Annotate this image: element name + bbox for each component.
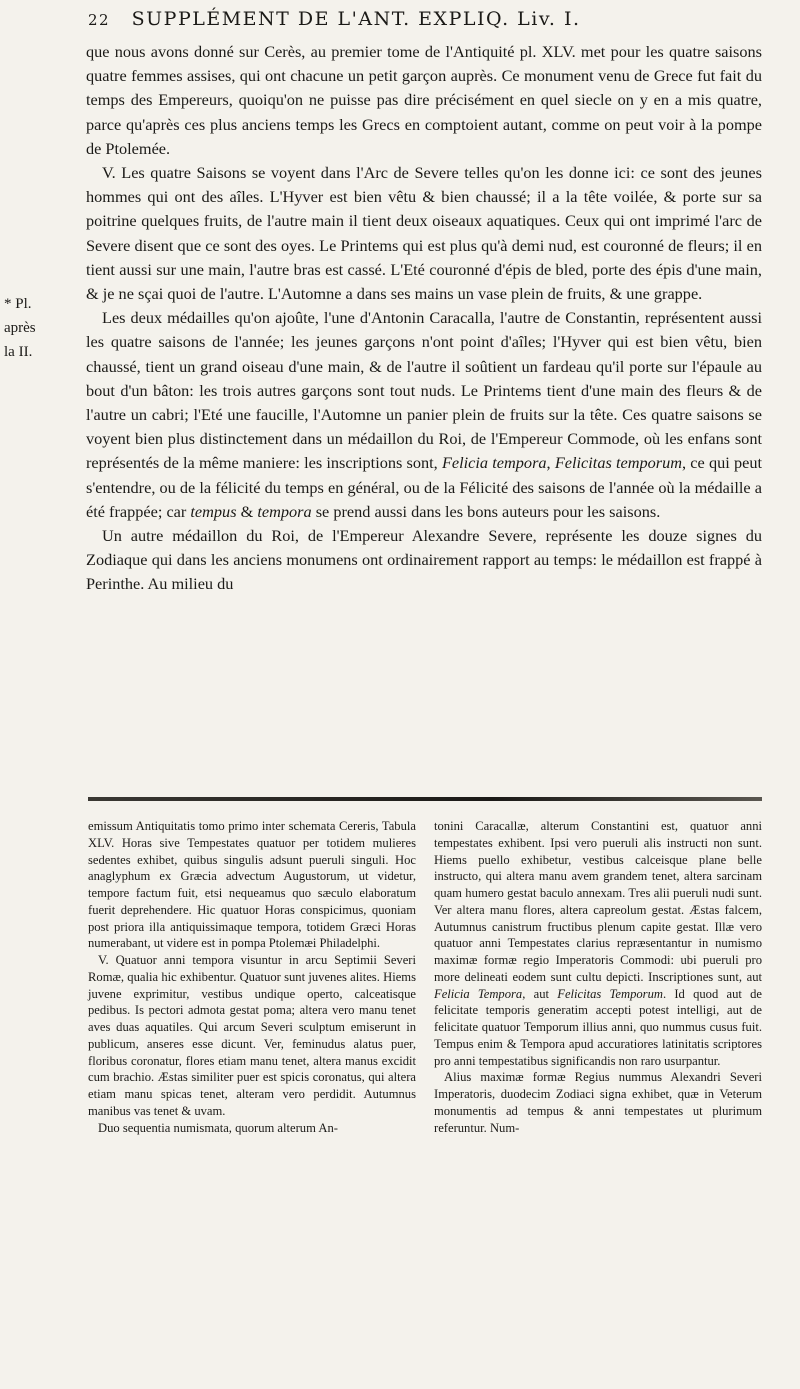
paragraph-3-italic-1: Felicia tempora — [441, 453, 547, 473]
paragraph-3-italic-2: Felicitas temporum — [554, 453, 683, 473]
paragraph-3-text-e: se prend aussi dans les bons auteurs pour les saisons. — [315, 501, 661, 521]
paragraph-3-text-a: Les deux médailles qu'on ajoûte, l'une d'Antonin Caracalla, l'autre de Constantin, représentent aussi les quatre saisons de l'année; les jeunes garçons n'ont point d'aîles; l'Hyver qui est bien vêtu, bien chaussé, tient un grand oiseau d'une main, & de l'autre il soûtient un fardeau qu'il porte sur l'épaule au bout d'un bâton: les trois autres garçons sont tout nuds. Le Printems tient d'une main des fleurs & de l'autre un cabri; l'Eté une faucille, l'Automne un panier plein de fruits sur la tête. Ces quatre saisons se voyent bien plus distinctement dans un médaillon du Roi, de l'Empereur Commode, où les enfans sont représentés de la même maniere: les inscriptions sont, — [86, 308, 762, 473]
paragraph-1: que nous avons donné sur Cerès, au premier tome de l'Antiquité pl. XLV. met pour les quatre saisons quatre femmes assises, qui ont chacune un petit garçon auprès. Ce monument venu de Grece fut fait du temps des Empereurs, quoiqu'on ne puisse pas dire précisément en quel siecle on y en a mis quatre, parce qu'après ces plus anciens temps les Grecs en comptoient autant, comme on peut voir à la pompe de Ptolemée. — [86, 42, 762, 158]
note-right-1 — [434, 818, 762, 1069]
paragraph-3-text-b: , — [546, 453, 551, 473]
note-left-2: V. Quatuor anni tempora visuntur in arcu Septimii Severi Romæ, qualia hic exhibentur. Quatuor sunt juvenes alites. Hiems juvene exprimitur, vestibus undique operto, calceatisque pedibus. Is pectori admota gestat poma; altera vero manu tenet aves duas aquatiles. Qui arcum Severi sculptum emiserunt in publicum, anseres esse dicunt. Ver, feminudus alatus puer, floribus coronatur, flores etiam manu tenet, altera manus excidit cum brachio. Æstas similiter puer est spicis coronatus, qui altera etiam manu spicas tenet, alteram vero perdidit. Autumnus manibus vas tenet & uvam. — [88, 953, 416, 1118]
note-right-2: Alius maximæ formæ Regius nummus Alexandri Severi Imperatoris, duodecim Zodiaci signa exhibet, quæ in Veterum monumentis ad tempus & anni tempestates ut plurimum referuntur. Num- — [434, 1070, 762, 1135]
paragraph-3-italic-3: tempus — [190, 501, 237, 521]
page-number: 22 — [88, 11, 111, 29]
note-right-1-italic-2: Felicitas Temporum — [557, 986, 663, 1001]
footnote-divider — [88, 797, 762, 801]
note-right-1-italic-1: Felicia Tempora — [434, 986, 523, 1001]
paragraph-4: Un autre médaillon du Roi, de l'Empereur Alexandre Severe, représente les douze signes du Zodiaque qui dans les anciens monumens ont ordinairement rapport au temps: le médaillon est frappé à Perinthe. Au milieu du — [86, 526, 762, 594]
note-right-1-text-b: , aut — [522, 986, 550, 1001]
note-right-1-text-c: . Id quod aut de felicitate temporis generatim accepti potest intelligi, aut de felicitate quatuor Temporum illius anni, quo nummus cusus fuit. Tempus enim & Tempora apud accuratiores latinitatis scriptores pro anni tempestatibus significandis non raro usurpantur. — [434, 986, 762, 1068]
paragraph-3-italic-4: tempora — [257, 501, 312, 521]
note-left-1: emissum Antiquitatis tomo primo inter schemata Cereris, Tabula XLV. Horas sive Tempestates quatuor per totidem mulieres sedentes exhibet, quibus singulis adsunt pueruli singuli. Hoc anaglyphum ex Græcia advectum Augustorum, ut videtur, tempore factum fuit, etsi nequeamus quo sæculo elaboratum fuerit deprehendere. Hic quatuor Horas conspicimus, quoniam post priora illa antiquissimaque tempora, totidem Græci Horas numerabant, ut videre est in pompa Ptolemæi Philadelphi. — [88, 819, 416, 951]
margin-note-text: après la II. — [4, 320, 36, 360]
paragraph-3 — [86, 306, 762, 524]
notes-column-left — [88, 818, 416, 1136]
notes-column-right — [434, 818, 762, 1136]
margin-note — [4, 292, 50, 364]
paragraph-3-text-c: , ce qui peut s'entendre, ou de la félicité du temps en général, ou de la Félicité des saisons de l'année où la médaille a été frappée; car — [86, 453, 762, 521]
note-left-3: Duo sequentia numismata, quorum alterum An- — [98, 1120, 338, 1135]
paragraph-3-text-d: & — [240, 501, 254, 521]
paragraph-2: V. Les quatre Saisons se voyent dans l'Arc de Severe telles qu'on les donne ici: ce sont des jeunes hommes qui ont des aîles. L'Hyver est bien vêtu & bien chaussé; il a la tête voilée, & porte sur sa poitrine quelques fruits, de l'autre main il tient deux oiseaux aquatiques. Ceux qui ont imprimé l'arc de Severe disent que ce sont des oyes. Le Printems qui est plus qu'à demi nud, est couronné de fleurs; il en tient aussi sur une main, l'autre bras est cassé. L'Eté couronné d'épis de bled, porte des épis d'une main, & je ne sçai quoi de l'autre. L'Automne a dans ses mains un vase plein de fruits, & une grappe. — [86, 163, 762, 304]
main-text — [86, 40, 762, 597]
running-title: SUPPLÉMENT DE L'ANT. EXPLIQ. Liv. I. — [131, 8, 581, 30]
margin-note-marker: * Pl. — [4, 296, 32, 312]
note-right-1-text-a: tonini Caracallæ, alterum Constantini est, quatuor anni tempestates exhibent. Ipsi vero pueruli alis instructi non sunt. Hiems puello exhibetur, vestibus calceisque plane belle instructo, qui altera manu avem grandem tenet, altera sarcinam quam humero gestat baculo annexam. Tres alii pueruli nudi sunt. Ver altera manu flores, altera capreolum gestat. Æstas falcem, Autumnus canistrum fructibus plenum capite gestat. Illæ vero quatuor anni Tempestates clarius repræsentantur in numismo maximæ formæ regio Imperatoris Commodi: ubi pueruli pro more delineati eodem sunt cultu depicti. Inscriptiones sunt, aut — [434, 819, 762, 984]
running-header — [88, 8, 758, 30]
latin-notes — [88, 818, 762, 1136]
